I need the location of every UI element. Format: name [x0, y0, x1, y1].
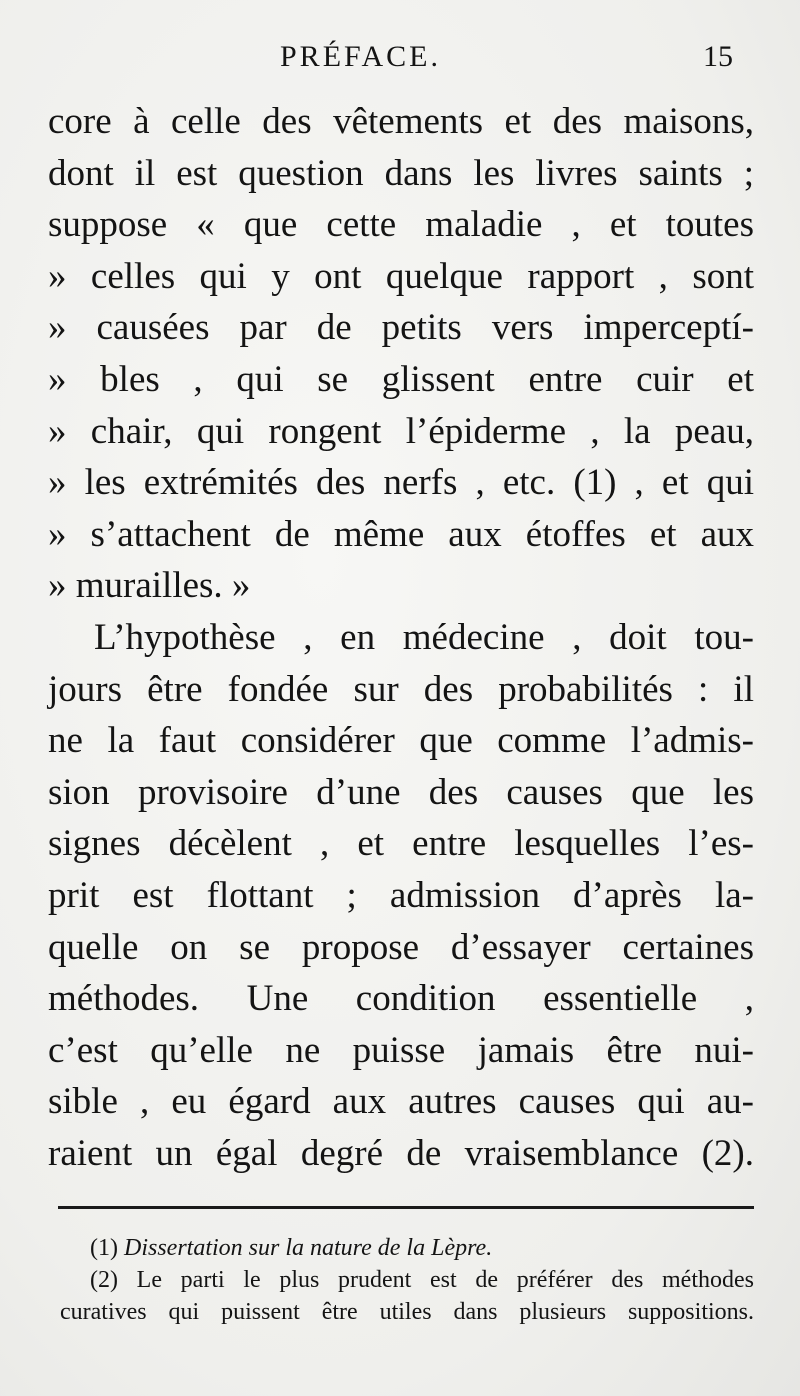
text-line: quelle on se propose d’essayer certaines [48, 926, 754, 968]
footnote-1-text: Dissertation sur la nature de la Lèpre. [123, 1235, 493, 1261]
footnote-divider [58, 1206, 754, 1209]
body-text [48, 96, 754, 1179]
running-head [0, 40, 800, 80]
text-line: sion provisoire d’une des causes que les [48, 771, 754, 813]
text-line: » s’attachent de même aux étoffes et aux [48, 513, 754, 555]
footnote-1-marker: (1) [90, 1235, 118, 1261]
footnote-1 [60, 1232, 754, 1264]
text-line: ne la faut considérer que comme l’admis- [48, 720, 754, 762]
text-line: méthodes. Une condition essentielle , [48, 978, 754, 1020]
text-line: raient un égal degré de vraisemblance (2). [48, 1132, 754, 1174]
text-line: signes décèlent , et entre lesquelles l’es- [48, 823, 754, 865]
footnotes [60, 1232, 754, 1328]
text-line: c’est qu’elle ne puisse jamais être nui- [48, 1029, 754, 1071]
footnote-2-line-2: curatives qui puissent être utiles dans plusieurs suppositions. [60, 1299, 754, 1325]
text-line: prit est flottant ; admission d’après la- [48, 874, 754, 916]
text-line: sible , eu égard aux autres causes qui au- [48, 1081, 754, 1123]
text-line: » chair, qui rongent l’épiderme , la peau, [48, 410, 754, 452]
paragraph-start-line: L’hypothèse , en médecine , doit tou- [94, 616, 754, 658]
running-title: PRÉFACE. [280, 40, 441, 73]
text-line: » bles , qui se glissent entre cuir et [48, 358, 754, 400]
text-line: core à celle des vêtements et des maisons, [48, 101, 754, 142]
page-number: 15 [703, 40, 733, 73]
footnote-2-line-1: (2) Le parti le plus prudent est de préférer des méthodes [90, 1267, 754, 1293]
text-line: » murailles. » [48, 565, 251, 607]
text-line: » causées par de petits vers imperceptí- [48, 307, 754, 349]
text-line: » les extrémités des nerfs , etc. (1) , et qui [48, 462, 754, 504]
text-line: dont il est question dans les livres saints ; [48, 152, 754, 194]
text-line: suppose « que cette maladie , et toutes [48, 204, 754, 246]
text-line: » celles qui y ont quelque rapport , sont [48, 255, 754, 297]
text-line: jours être fondée sur des probabilités : il [48, 668, 754, 710]
